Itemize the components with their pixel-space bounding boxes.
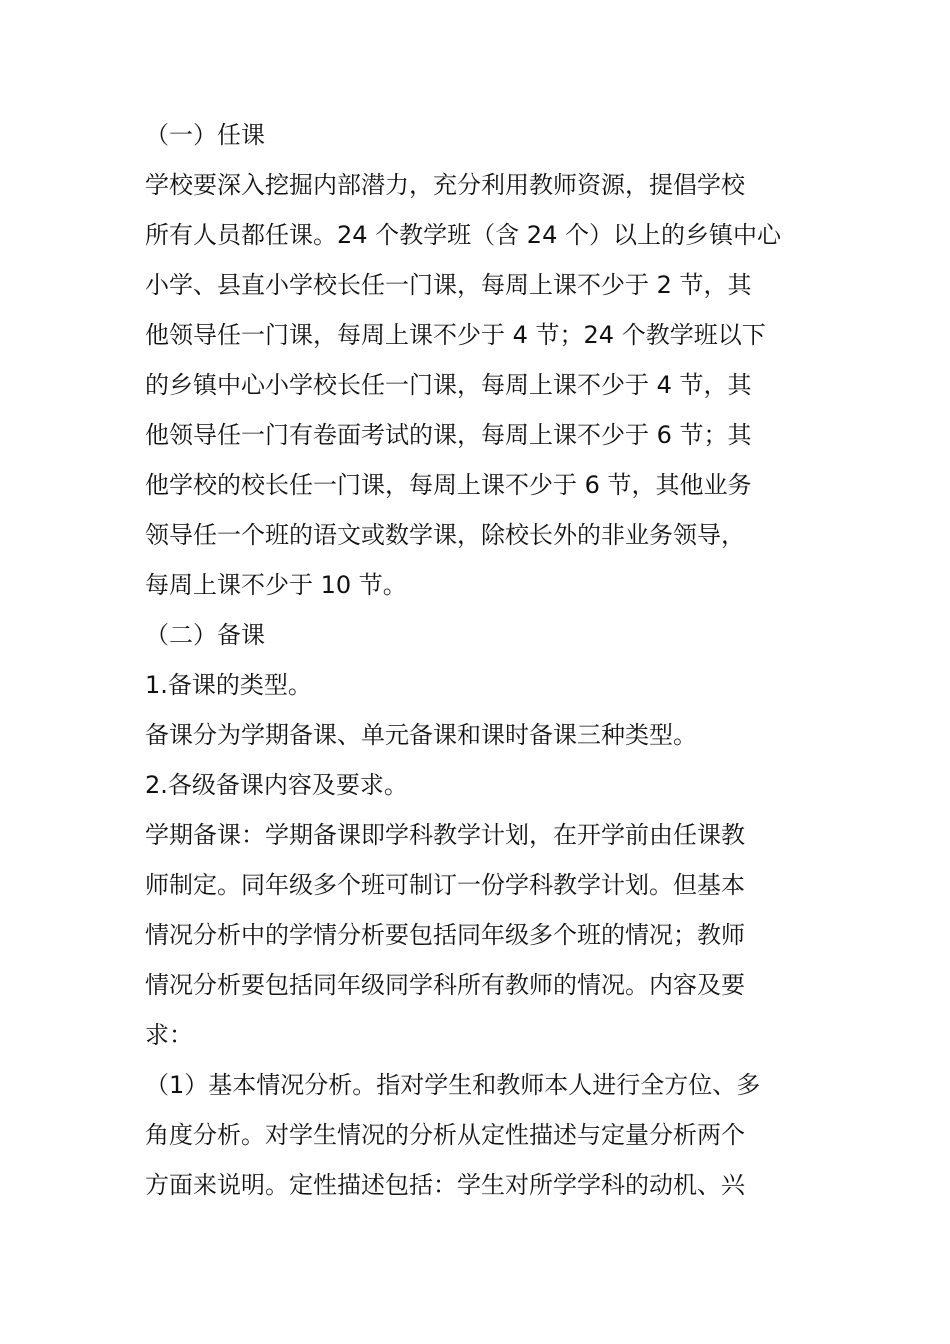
paragraph-line: 所有人员都任课。24 个教学班（含 24 个）以上的乡镇中心 [145,221,781,249]
section-heading-lesson-prep: （二）备课 [145,621,265,649]
paragraph-line: 求： [145,1021,193,1049]
paragraph-line: 他领导任一门课，每周上课不少于 4 节；24 个教学班以下 [145,321,766,349]
paragraph-line: 情况分析中的学情分析要包括同年级多个班的情况；教师 [145,921,745,949]
paragraph-line: 学期备课：学期备课即学科教学计划，在开学前由任课教 [145,821,745,849]
section-heading-teaching: （一）任课 [145,121,265,149]
subheading-prep-requirements: 2.各级备课内容及要求。 [145,771,408,799]
paragraph-line: 师制定。同年级多个班可制订一份学科教学计划。但基本 [145,871,745,899]
paragraph-line: 学校要深入挖掘内部潜力，充分利用教师资源，提倡学校 [145,171,745,199]
paragraph-line: 情况分析要包括同年级同学科所有教师的情况。内容及要 [145,971,745,999]
paragraph-line: 备课分为学期备课、单元备课和课时备课三种类型。 [145,721,697,749]
paragraph-line: 方面来说明。定性描述包括：学生对所学学科的动机、兴 [145,1171,745,1199]
paragraph-line: 的乡镇中心小学校长任一门课，每周上课不少于 4 节，其 [145,371,752,399]
paragraph-line: 他领导任一门有卷面考试的课，每周上课不少于 6 节；其 [145,421,752,449]
paragraph-line: 他学校的校长任一门课，每周上课不少于 6 节，其他业务 [145,471,752,499]
paragraph-line: 每周上课不少于 10 节。 [145,571,407,599]
paragraph-line: （1）基本情况分析。指对学生和教师本人进行全方位、多 [145,1071,761,1099]
paragraph-line: 小学、县直小学校长任一门课，每周上课不少于 2 节，其 [145,271,752,299]
document-body [145,110,810,1210]
paragraph-line: 角度分析。对学生情况的分析从定性描述与定量分析两个 [145,1121,745,1149]
paragraph-line: 领导任一个班的语文或数学课，除校长外的非业务领导， [145,521,745,549]
subheading-prep-types: 1.备课的类型。 [145,671,312,699]
